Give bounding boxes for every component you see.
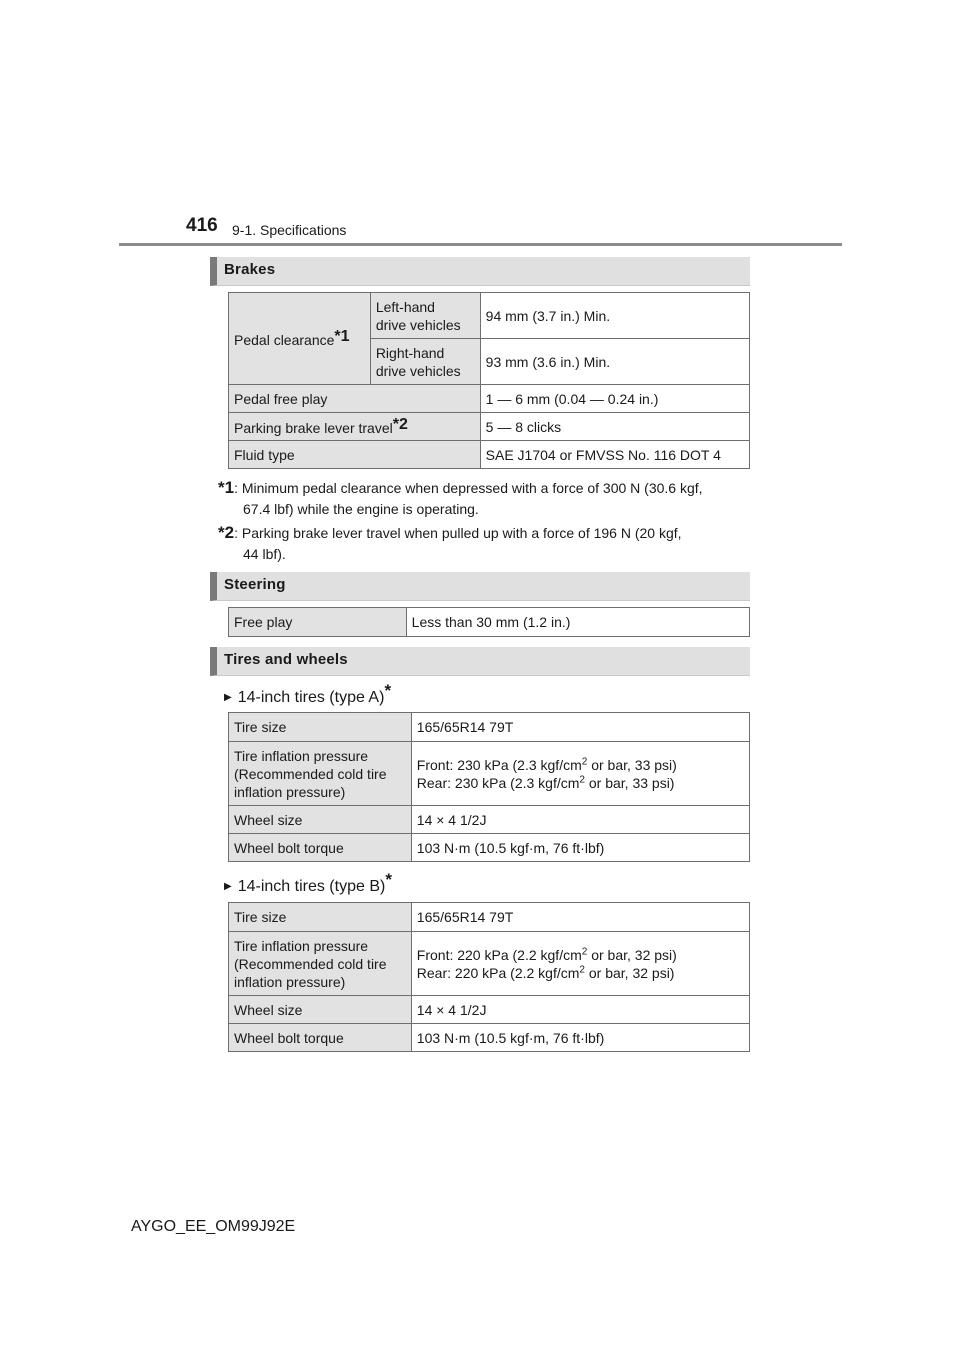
tire-pressure-value: Front: 230 kPa (2.3 kgf/$cm^2$ or bar, 33 psi) Rear: 230 kPa (2.3 kgf/$cm^2$ or bar, 33 psi): [411, 742, 749, 806]
type-b-table: [228, 902, 750, 1052]
steering-title: Steering: [224, 576, 286, 593]
chapter-title: 9-1. Specifications: [232, 222, 347, 238]
rhd-value: 93 mm (3.6 in.) Min.: [480, 339, 749, 385]
footnote-mark: *1: [334, 328, 350, 345]
rhd-label: Right-hand drive vehicles: [370, 339, 480, 385]
table-row: [229, 413, 750, 441]
steering-table: [228, 607, 750, 637]
footnote-mark: *2: [218, 523, 235, 542]
wheel-size-value: 14 × 4 1/2J: [411, 996, 749, 1024]
wheel-size-label: Wheel size: [229, 806, 412, 834]
table-row: [229, 385, 750, 413]
steering-free-play-value: Less than 30 mm (1.2 in.): [406, 608, 749, 637]
tire-pressure-label: Tire inflation pressure (Recommended cold tire inflation pressure): [229, 932, 412, 996]
bolt-torque-value: 103 N·m (10.5 kgf·m, 76 ft·lbf): [411, 1024, 749, 1052]
table-row: [229, 834, 750, 862]
bolt-torque-label: Wheel bolt torque: [229, 1024, 412, 1052]
tires-section-header: [210, 647, 750, 676]
document-code: AYGO_EE_OM99J92E: [131, 1218, 296, 1235]
table-row: [229, 1024, 750, 1052]
footnote-mark: *: [384, 681, 392, 700]
footnote-mark: *: [385, 870, 392, 889]
footnote-1: *1: Minimum pedal clearance when depressed with a force of 300 N (30.6 kgf, 67.4 lbf) while the engine is operating.: [218, 478, 703, 517]
steering-free-play-label: Free play: [229, 608, 407, 637]
tire-size-label: Tire size: [229, 903, 412, 932]
table-row: [229, 903, 750, 932]
table-row: [229, 742, 750, 806]
pedal-free-play-value: 1 — 6 mm (0.04 — 0.24 in.): [480, 385, 749, 413]
table-row: [229, 608, 750, 637]
table-row: [229, 713, 750, 742]
bolt-torque-value: 103 N·m (10.5 kgf·m, 76 ft·lbf): [411, 834, 749, 862]
tire-size-value: 165/65R14 79T: [411, 713, 749, 742]
header-divider: [119, 243, 842, 246]
page-number: 416: [186, 215, 218, 236]
footnote-mark: *1: [218, 478, 235, 497]
triangle-bullet-icon: ▶: [224, 881, 232, 892]
pedal-free-play-label: Pedal free play: [229, 385, 481, 413]
triangle-bullet-icon: ▶: [224, 692, 232, 703]
brakes-section-header: [210, 257, 750, 286]
brakes-table: [228, 292, 750, 469]
wheel-size-label: Wheel size: [229, 996, 412, 1024]
wheel-size-value: 14 × 4 1/2J: [411, 806, 749, 834]
pedal-clearance-label: Pedal clearance*1: [229, 293, 371, 385]
table-row: [229, 996, 750, 1024]
brakes-title: Brakes: [224, 261, 276, 278]
table-row: [229, 932, 750, 996]
tire-size-label: Tire size: [229, 713, 412, 742]
lever-travel-label: Parking brake lever travel*2: [229, 413, 481, 441]
lhd-label: Left-hand drive vehicles: [370, 293, 480, 339]
table-row: [229, 806, 750, 834]
type-b-heading: ▶ 14-inch tires (type B)*: [224, 870, 392, 895]
tire-pressure-value: Front: 220 kPa (2.2 kgf/$cm^2$ or bar, 32 psi) Rear: 220 kPa (2.2 kgf/$cm^2$ or bar, 32 psi): [411, 932, 749, 996]
fluid-type-value: SAE J1704 or FMVSS No. 116 DOT 4: [480, 441, 749, 469]
lhd-value: 94 mm (3.7 in.) Min.: [480, 293, 749, 339]
type-a-table: [228, 712, 750, 862]
lever-travel-value: 5 — 8 clicks: [480, 413, 749, 441]
tires-title: Tires and wheels: [224, 651, 348, 668]
table-row: [229, 293, 750, 339]
tire-size-value: 165/65R14 79T: [411, 903, 749, 932]
fluid-type-label: Fluid type: [229, 441, 481, 469]
tire-pressure-label: Tire inflation pressure (Recommended cold tire inflation pressure): [229, 742, 412, 806]
steering-section-header: [210, 572, 750, 601]
type-a-heading: ▶ 14-inch tires (type A)*: [224, 681, 392, 706]
bolt-torque-label: Wheel bolt torque: [229, 834, 412, 862]
footnote-2: *2: Parking brake lever travel when pulled up with a force of 196 N (20 kgf, 44 lbf).: [218, 523, 682, 562]
footnote-mark: *2: [392, 416, 408, 433]
table-row: [229, 441, 750, 469]
